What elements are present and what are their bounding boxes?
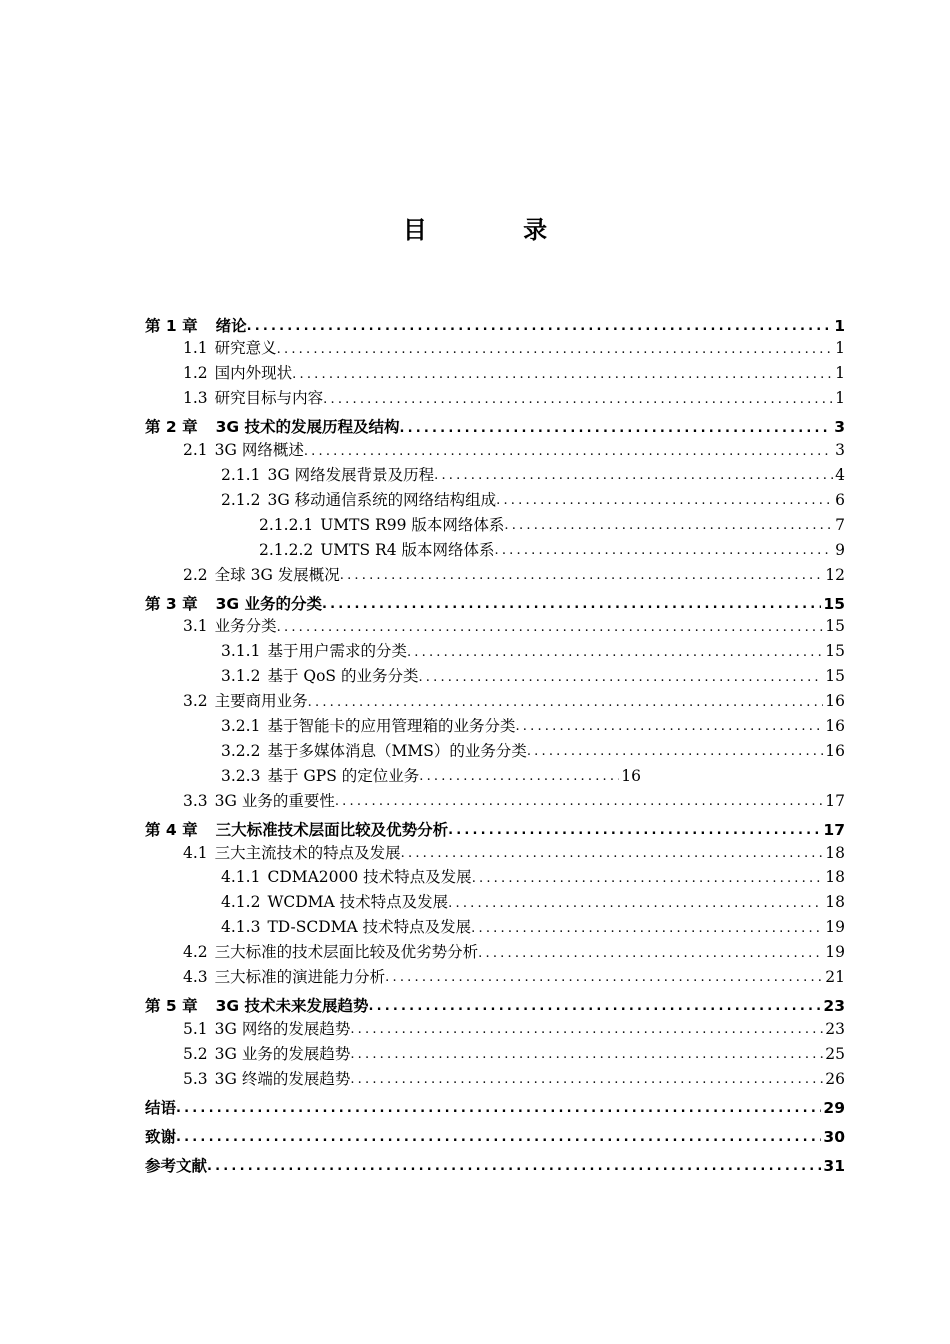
toc-entry-page: 21: [825, 967, 845, 986]
toc-entry[interactable]: [145, 1037, 845, 1062]
toc-entry-page: 16: [825, 716, 845, 735]
toc-entry-page: 12: [825, 565, 845, 584]
toc-entry[interactable]: [145, 533, 845, 558]
dot-leader: [350, 1023, 823, 1037]
toc-entry[interactable]: [145, 1012, 845, 1037]
dot-leader: [385, 971, 823, 985]
toc-entry[interactable]: [145, 610, 845, 635]
dot-leader: [527, 745, 823, 759]
dot-leader: [323, 393, 833, 407]
toc-entry-number: 第 4 章: [145, 820, 198, 839]
toc-entry[interactable]: [145, 1062, 845, 1087]
toc-entry-page: 30: [823, 1127, 845, 1146]
toc-entry[interactable]: [145, 407, 845, 436]
dot-leader: [418, 671, 823, 685]
dot-leader: [448, 897, 823, 911]
toc-entry-title: UMTS R4 版本网络体系: [320, 540, 495, 559]
toc-entry-title: 参考文献: [145, 1156, 208, 1175]
dot-leader: [277, 621, 824, 635]
dot-leader: [495, 544, 834, 558]
toc-entry-number: 2.1.2.2: [259, 540, 314, 559]
dot-leader: [399, 422, 832, 436]
toc-entry-page: 18: [825, 893, 845, 912]
toc-entry[interactable]: [145, 985, 845, 1014]
toc-entry-title: 全球 3G 发展概况: [214, 565, 340, 584]
toc-entry-page: 15: [825, 642, 845, 661]
toc-entry[interactable]: [145, 483, 845, 508]
dot-leader: [340, 569, 824, 583]
toc-entry-title: 研究目标与内容: [214, 389, 324, 408]
dot-leader: [515, 720, 823, 734]
toc-entry-number: 第 5 章: [145, 996, 198, 1015]
toc-entry-page: 15: [825, 617, 845, 636]
toc-entry-title: 基于 GPS 的定位业务: [267, 766, 420, 785]
toc-entry-title: 绪论: [215, 316, 247, 335]
toc-entry[interactable]: [145, 759, 845, 784]
toc-entry-title: 3G 技术未来发展趋势: [215, 996, 369, 1015]
toc-entry-page: 1: [835, 389, 845, 408]
toc-entry-number: 3.2.2: [221, 741, 261, 760]
dot-leader: [419, 770, 619, 784]
toc-entry[interactable]: [145, 583, 845, 612]
dot-leader: [207, 1160, 821, 1174]
toc-entry-title: 3G 网络发展背景及历程: [267, 465, 435, 484]
dot-leader: [247, 320, 833, 334]
toc-entry[interactable]: [145, 685, 845, 710]
toc-entry-number: 第 3 章: [145, 594, 198, 613]
toc-entry-title: 3G 技术的发展历程及结构: [215, 418, 400, 437]
dot-leader: [322, 598, 821, 612]
toc-entry[interactable]: [145, 961, 845, 986]
toc-entry-title: 三大主流技术的特点及发展: [214, 843, 401, 862]
dot-leader: [434, 469, 833, 483]
toc-entry-number: 第 2 章: [145, 418, 198, 437]
toc-entry-title: 基于多媒体消息（MMS）的业务分类: [267, 741, 527, 760]
dot-leader: [350, 1048, 823, 1062]
toc-entry-page: 1: [834, 316, 845, 335]
toc-entry[interactable]: [145, 784, 845, 809]
toc-entry-number: 5.1: [183, 1019, 208, 1038]
toc-entry[interactable]: [145, 710, 845, 735]
dot-leader: [176, 1102, 821, 1116]
toc-entry-number: 1.1: [183, 339, 208, 358]
toc-entry-number: 4.1.2: [221, 893, 261, 912]
toc-entry-number: 4.1.3: [221, 918, 261, 937]
toc-entry-title: 业务分类: [214, 617, 277, 636]
toc-entry[interactable]: [145, 1145, 845, 1174]
toc-entry-page: 18: [825, 843, 845, 862]
toc-entry-title: 3G 移动通信系统的网络结构组成: [267, 490, 497, 509]
toc-entry-number: 3.3: [183, 791, 208, 810]
toc-entry-page: 16: [825, 741, 845, 760]
toc-entry-number: 5.2: [183, 1044, 208, 1063]
toc-entry-number: 4.1.1: [221, 868, 261, 887]
toc-entry-page: 4: [835, 465, 845, 484]
toc-entry-title: 3G 业务的发展趋势: [214, 1044, 351, 1063]
toc-entry-title: 3G 网络概述: [214, 441, 304, 460]
toc-entry[interactable]: [145, 305, 845, 334]
dot-leader: [401, 847, 824, 861]
toc-entry-title: 三大标准的演进能力分析: [214, 967, 386, 986]
toc-entry[interactable]: [145, 508, 845, 533]
dot-leader: [176, 1131, 821, 1145]
toc-entry-page: 23: [823, 996, 845, 1015]
dot-leader: [471, 922, 823, 936]
toc-entry-title: 致谢: [145, 1127, 177, 1146]
dot-leader: [368, 1000, 821, 1014]
dot-leader: [335, 795, 823, 809]
toc-entry-title: 三大标准技术层面比较及优势分析: [215, 820, 449, 839]
toc-entry-number: 3.1: [183, 617, 208, 636]
dot-leader: [448, 824, 821, 838]
toc-entry-title: 研究意义: [214, 339, 277, 358]
toc-entry-page: 18: [825, 868, 845, 887]
toc-entry-number: 1.2: [183, 364, 208, 383]
toc-entry-page: 15: [825, 667, 845, 686]
toc-entry[interactable]: [145, 911, 845, 936]
toc-entry-page: 17: [825, 791, 845, 810]
toc-entry-page: 19: [825, 918, 845, 937]
toc-entry-page: 1: [835, 364, 845, 383]
toc-entry-number: 4.1: [183, 843, 208, 862]
toc-entry[interactable]: [145, 332, 845, 357]
toc-entry-title: 三大标准的技术层面比较及优劣势分析: [214, 943, 479, 962]
dot-leader: [304, 445, 833, 459]
toc-entry[interactable]: [145, 809, 845, 838]
toc-entry-title: 基于用户需求的分类: [267, 642, 407, 661]
toc-entry[interactable]: [145, 734, 845, 759]
toc-entry-number: 3.1.2: [221, 667, 261, 686]
dot-leader: [407, 646, 823, 660]
dot-leader: [350, 1073, 823, 1087]
toc-entry[interactable]: [145, 836, 845, 861]
toc-entry[interactable]: [145, 886, 845, 911]
toc-entry-title: 3G 终端的发展趋势: [214, 1069, 351, 1088]
toc-entry-page: 3: [835, 441, 845, 460]
toc-entry-title: 3G 业务的分类: [215, 594, 322, 613]
toc-entry-page: 17: [823, 820, 845, 839]
toc-entry[interactable]: [145, 660, 845, 685]
toc-entry-title: TD-SCDMA 技术特点及发展: [267, 918, 472, 937]
toc-entry-page: 3: [834, 418, 845, 437]
toc-entry-page: 16: [825, 692, 845, 711]
dot-leader: [292, 368, 833, 382]
toc-entry[interactable]: [145, 936, 845, 961]
dot-leader: [504, 519, 833, 533]
toc-entry-number: 第 1 章: [145, 316, 198, 335]
toc-entry-page: 9: [835, 540, 845, 559]
toc-entry-number: 4.3: [183, 967, 208, 986]
toc-entry[interactable]: [145, 382, 845, 407]
toc-entry-page: 23: [825, 1019, 845, 1038]
page-title: 目 录: [402, 216, 592, 244]
dot-leader: [277, 343, 833, 357]
toc-entry[interactable]: [145, 1087, 845, 1116]
toc-entry-title: 基于智能卡的应用管理箱的业务分类: [267, 716, 516, 735]
toc-entry-number: 4.2: [183, 943, 208, 962]
toc-entry-title: UMTS R99 版本网络体系: [320, 515, 505, 534]
toc-entry[interactable]: [145, 357, 845, 382]
toc-entry-title: 结语: [145, 1098, 177, 1117]
toc-entry-number: 2.1.1: [221, 465, 261, 484]
toc-entry-title: WCDMA 技术特点及发展: [267, 893, 449, 912]
dot-leader: [308, 696, 824, 710]
toc-entry[interactable]: [145, 558, 845, 583]
toc-entry-page: 6: [835, 490, 845, 509]
toc-entry-page: 7: [835, 515, 845, 534]
toc-entry-title: 基于 QoS 的业务分类: [267, 667, 419, 686]
toc-entry[interactable]: [145, 1116, 845, 1145]
toc-entry-page: 19: [825, 943, 845, 962]
toc-entry-page: 15: [823, 594, 845, 613]
toc-entry-page: 31: [823, 1156, 845, 1175]
toc-entry-title: 3G 网络的发展趋势: [214, 1019, 351, 1038]
toc-entry-page: 16: [621, 766, 641, 785]
toc-entry[interactable]: [145, 861, 845, 886]
toc-entry-page: 25: [825, 1044, 845, 1063]
dot-leader: [478, 947, 823, 961]
toc-entry-number: 3.1.1: [221, 642, 261, 661]
toc-entry[interactable]: [145, 434, 845, 459]
toc-entry-page: 1: [835, 339, 845, 358]
toc-entry[interactable]: [145, 635, 845, 660]
toc-entry-number: 3.2.1: [221, 716, 261, 735]
toc-entry-title: 主要商用业务: [214, 692, 308, 711]
toc-entry-title: 3G 业务的重要性: [214, 791, 335, 810]
table-of-contents: [145, 305, 845, 1174]
toc-entry-number: 1.3: [183, 389, 208, 408]
toc-entry-number: 2.2: [183, 565, 208, 584]
toc-entry-number: 3.2: [183, 692, 208, 711]
toc-entry-title: 国内外现状: [214, 364, 293, 383]
toc-entry-title: CDMA2000 技术特点及发展: [267, 868, 472, 887]
dot-leader: [472, 872, 824, 886]
toc-entry-number: 5.3: [183, 1069, 208, 1088]
toc-entry-page: 29: [823, 1098, 845, 1117]
toc-entry-number: 2.1.2.1: [259, 515, 314, 534]
toc-entry-page: 26: [825, 1069, 845, 1088]
toc-entry-number: 3.2.3: [221, 766, 261, 785]
toc-entry[interactable]: [145, 459, 845, 484]
dot-leader: [496, 494, 833, 508]
toc-entry-number: 2.1.2: [221, 490, 261, 509]
toc-entry-number: 2.1: [183, 441, 208, 460]
